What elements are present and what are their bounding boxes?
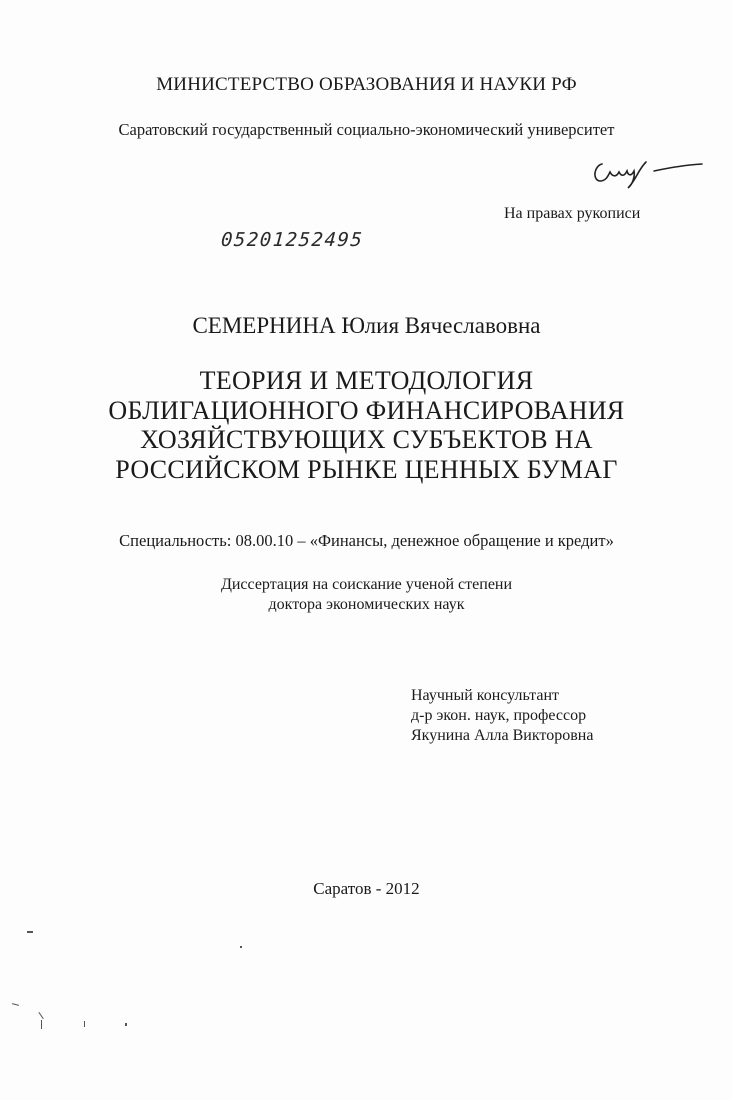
university-name: Саратовский государственный социально-экономический университет (118, 120, 615, 139)
scan-speck (27, 931, 33, 933)
degree-line: Диссертация на соискание ученой степени (220, 576, 513, 593)
scan-speck (84, 1021, 85, 1027)
advisor-role: Научный консультант (411, 687, 559, 704)
advisor-name: Якунина Алла Викторовна (411, 727, 594, 744)
specialty-line: Специальность: 08.00.10 – «Финансы, денежное обращение и кредит» (119, 531, 614, 550)
handwritten-signature (588, 150, 708, 190)
author-name: СЕМЕРНИНА Юлия Вячеславовна (192, 313, 541, 338)
title-line: ОБЛИГАЦИОННОГО ФИНАНСИРОВАНИЯ (108, 395, 625, 425)
scan-speck (125, 1023, 127, 1026)
city-and-year: Саратов - 2012 (313, 879, 420, 898)
scan-speck (41, 1020, 42, 1029)
degree-statement (0, 575, 733, 615)
scan-speck (240, 946, 242, 948)
title-line: ТЕОРИЯ И МЕТОДОЛОГИЯ (199, 366, 534, 395)
degree-line: доктора экономических наук (268, 596, 465, 613)
dissertation-title (0, 366, 733, 484)
scientific-advisor (411, 686, 593, 746)
ministry-heading: МИНИСТЕРСТВО ОБРАЗОВАНИЯ И НАУКИ РФ (156, 74, 577, 95)
title-line: РОССИЙСКОМ РЫНКЕ ЦЕННЫХ БУМАГ (115, 454, 618, 484)
title-line: ХОЗЯЙСТВУЮЩИХ СУБЪЕКТОВ НА (140, 425, 593, 454)
advisor-degree: д-р экон. наук, профессор (411, 707, 587, 724)
scan-speck (38, 1012, 44, 1019)
scan-speck (12, 1003, 19, 1006)
rights-note: На правах рукописи (504, 205, 641, 222)
library-stamp-number: 05201252495 (220, 229, 365, 251)
